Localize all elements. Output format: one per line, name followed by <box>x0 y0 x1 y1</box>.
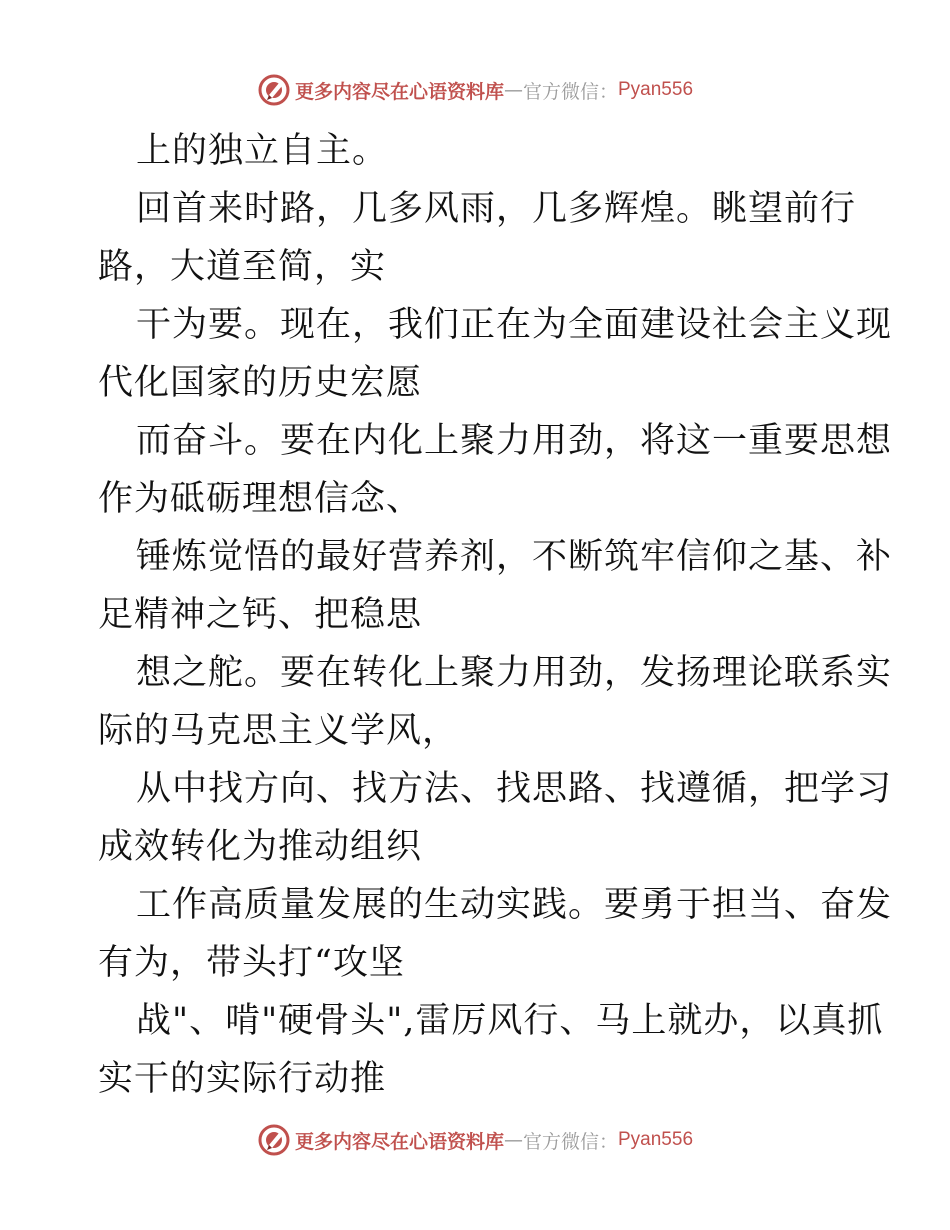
watermark-brand: 更多内容尽在心语资料库 <box>294 1130 504 1153</box>
text-line: 代化国家的历史宏愿 <box>98 363 423 403</box>
header-watermark <box>0 70 950 110</box>
text-line: 干为要。现在，我们正在为全面建设社会主义现 <box>136 305 893 345</box>
watermark-brand: 更多内容尽在心语资料库 <box>294 80 504 103</box>
text-line: 回首来时路，几多风雨，几多辉煌。眺望前行 <box>136 189 857 229</box>
text-line: 工作高质量发展的生动实践。要勇于担当、奋发 <box>136 885 893 925</box>
text-line: 实干的实际行动推 <box>98 1059 387 1099</box>
watermark-wechat-id: Pyan556 <box>618 1129 694 1150</box>
document-body <box>98 122 893 1108</box>
pen-nib-circle-icon <box>257 1123 291 1157</box>
footer-watermark <box>0 1120 950 1160</box>
pen-nib-circle-icon <box>257 73 291 107</box>
text-line: 成效转化为推动组织 <box>98 827 423 867</box>
text-line: 想之舵。要在转化上聚力用劲，发扬理论联系实 <box>136 653 893 693</box>
text-line: 而奋斗。要在内化上聚力用劲，将这一重要思想 <box>136 421 893 461</box>
text-line: 从中找方向、找方法、找思路、找遵循，把学习 <box>136 769 893 809</box>
text-line: 上的独立自主。 <box>136 131 389 171</box>
watermark-wechat-id: Pyan556 <box>618 79 694 100</box>
watermark-official-label: 官方微信： <box>522 80 618 103</box>
text-line: 足精神之钙、把稳思 <box>98 595 423 635</box>
text-line: 作为砥砺理想信念、 <box>98 479 423 519</box>
watermark-separator: — <box>503 79 523 101</box>
text-line: 锤炼觉悟的最好营养剂，不断筑牢信仰之基、补 <box>136 537 893 577</box>
text-line: 战"、啃"硬骨头",雷厉风行、马上就办，以真抓 <box>136 1001 884 1041</box>
text-line: 路，大道至简，实 <box>98 247 387 287</box>
watermark-separator: — <box>503 1129 523 1151</box>
text-line: 有为，带头打“攻坚 <box>98 943 405 983</box>
watermark-official-label: 官方微信： <box>522 1130 618 1153</box>
text-line: 际的马克思主义学风， <box>98 711 459 751</box>
